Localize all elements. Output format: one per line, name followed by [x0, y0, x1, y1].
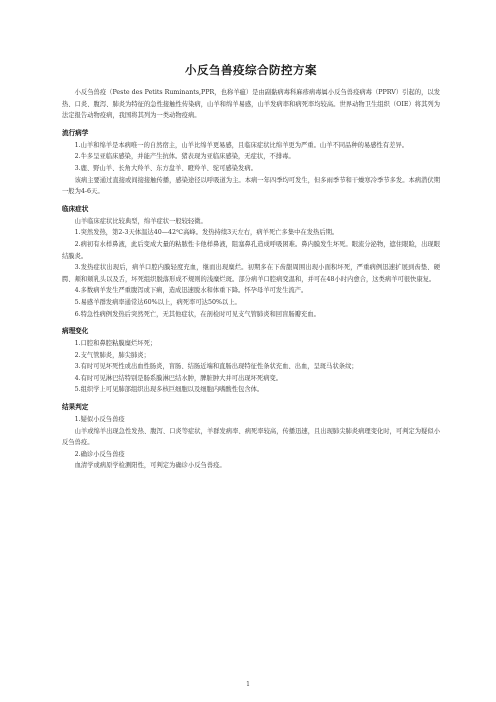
section-result-judgement — [62, 401, 440, 472]
section-heading: 结果判定 — [62, 403, 89, 412]
document-title: 小反刍兽疫综合防控方案 — [185, 63, 317, 77]
section-clinical-signs — [62, 203, 440, 320]
section-heading: 流行病学 — [62, 128, 89, 137]
paragraph: 4.多数病羊发生严重腹泻或下痢，造成迅速脱水和体重下降。怀孕母羊可发生流产。 — [74, 287, 308, 295]
paragraph: 6.特急性病例发热后突然死亡，无其他症状，在剖检时可见支气管肺炎和回盲肠瓣充血。 — [74, 310, 320, 318]
paragraph: 1.口腔和鼻腔粘膜糜烂坏死； — [74, 340, 157, 348]
paragraph: 1.突然发热，第2-3天体温达40—42℃高峰。发热持续3天左右，病羊死亡多集中在发热后期。 — [74, 229, 339, 237]
paragraph: 3.有时可见坏死性或出血性肠炎，盲肠、结肠近端和直肠出现特征性条状充血、出血，呈斑马状条纹； — [74, 363, 358, 371]
intro-paragraph: 小反刍兽疫（Peste des Petits Ruminants,PPR，也称羊瘟）是由副黏病毒科麻疹病毒属小反刍兽疫病毒（PPRV）引起的，以发热、口炎、腹泻、肺炎为特征的急性接触性传染病，山羊和绵羊易感，山羊发病率和病死率均较高。世界动物卫生组织（OIE）将其列为法定报告动物疫病，我国将其列为一类动物疫病。 — [62, 89, 440, 120]
paragraph: 2.支气管肺炎，肺尖肺炎； — [74, 351, 150, 359]
section-heading: 临床症状 — [62, 204, 89, 213]
paragraph: 1.疑似小反刍兽疫 — [74, 416, 125, 424]
paragraph: 2.牛多呈亚临床感染，并能产生抗体。猪表现为亚临床感染，无症状，不排毒。 — [74, 153, 295, 161]
paragraph: 该病主要通过直接或间接接触传播，感染途径以呼吸道为主。本病一年四季均可发生，但多雨季节和干燥寒冷季节多发。本病潜伏期一般为4-6天。 — [62, 176, 440, 196]
paragraph: 3.发热症状出现后，病羊口腔内膜轻度充血，继而出现糜烂。初期多在下齿龈周围出现小面积坏死，严重病例迅速扩展到齿垫、硬腭、颊和颊乳头以及舌，坏死组织脱落形成不规则的浅糜烂斑。部分病羊口腔病变温和，并可在48小时内愈合，这类病羊可很快康复。 — [62, 264, 440, 283]
paragraph: 5.易感羊群发病率通常达60%以上，病死率可达50%以上。 — [74, 298, 241, 306]
paragraph: 2.确诊小反刍兽疫 — [74, 450, 125, 458]
page-number: 1 — [246, 681, 250, 688]
section-epidemiology — [62, 127, 440, 198]
paragraph: 山羊或绵羊出现急性发热、腹泻、口炎等症状，羊群发病率、病死率较高，传播迅速，且出现肺尖肺炎病理变化时，可判定为疑似小反刍兽疫。 — [62, 427, 440, 447]
section-heading: 病理变化 — [62, 327, 89, 336]
paragraph: 血清学或病原学检测阳性，可判定为确诊小反刍兽疫。 — [74, 462, 226, 470]
paragraph: 山羊临床症状比较典型，绵羊症状一般较轻微。 — [74, 217, 207, 225]
paragraph: 3.鹿、野山羊、长角大羚羊、东方盘羊、瞪羚羊、驼可感染发病。 — [74, 164, 257, 172]
section-pathology — [62, 325, 440, 396]
paragraph: 1.山羊和绵羊是本病唯一的自然宿主，山羊比绵羊更易感，且临床症状比绵羊更为严重。山羊不同品种的易感性有差异。 — [74, 141, 409, 149]
paragraph: 2.病初有水样鼻液，此后变成大量的粘脓性卡他样鼻液，阻塞鼻孔造成呼吸困难。鼻内膜发生坏死。眼流分泌物，遮住眼睑，出现眼结膜炎。 — [62, 240, 440, 260]
paragraph: 4.有时可见淋巴结特别是肠系膜淋巴结水肿，脾脏肿大并可出现坏死病变。 — [74, 374, 283, 382]
paragraph: 5.组织学上可见肺部组织出现多核巨细胞以及细胞内嗜酸性包含体。 — [74, 386, 264, 394]
